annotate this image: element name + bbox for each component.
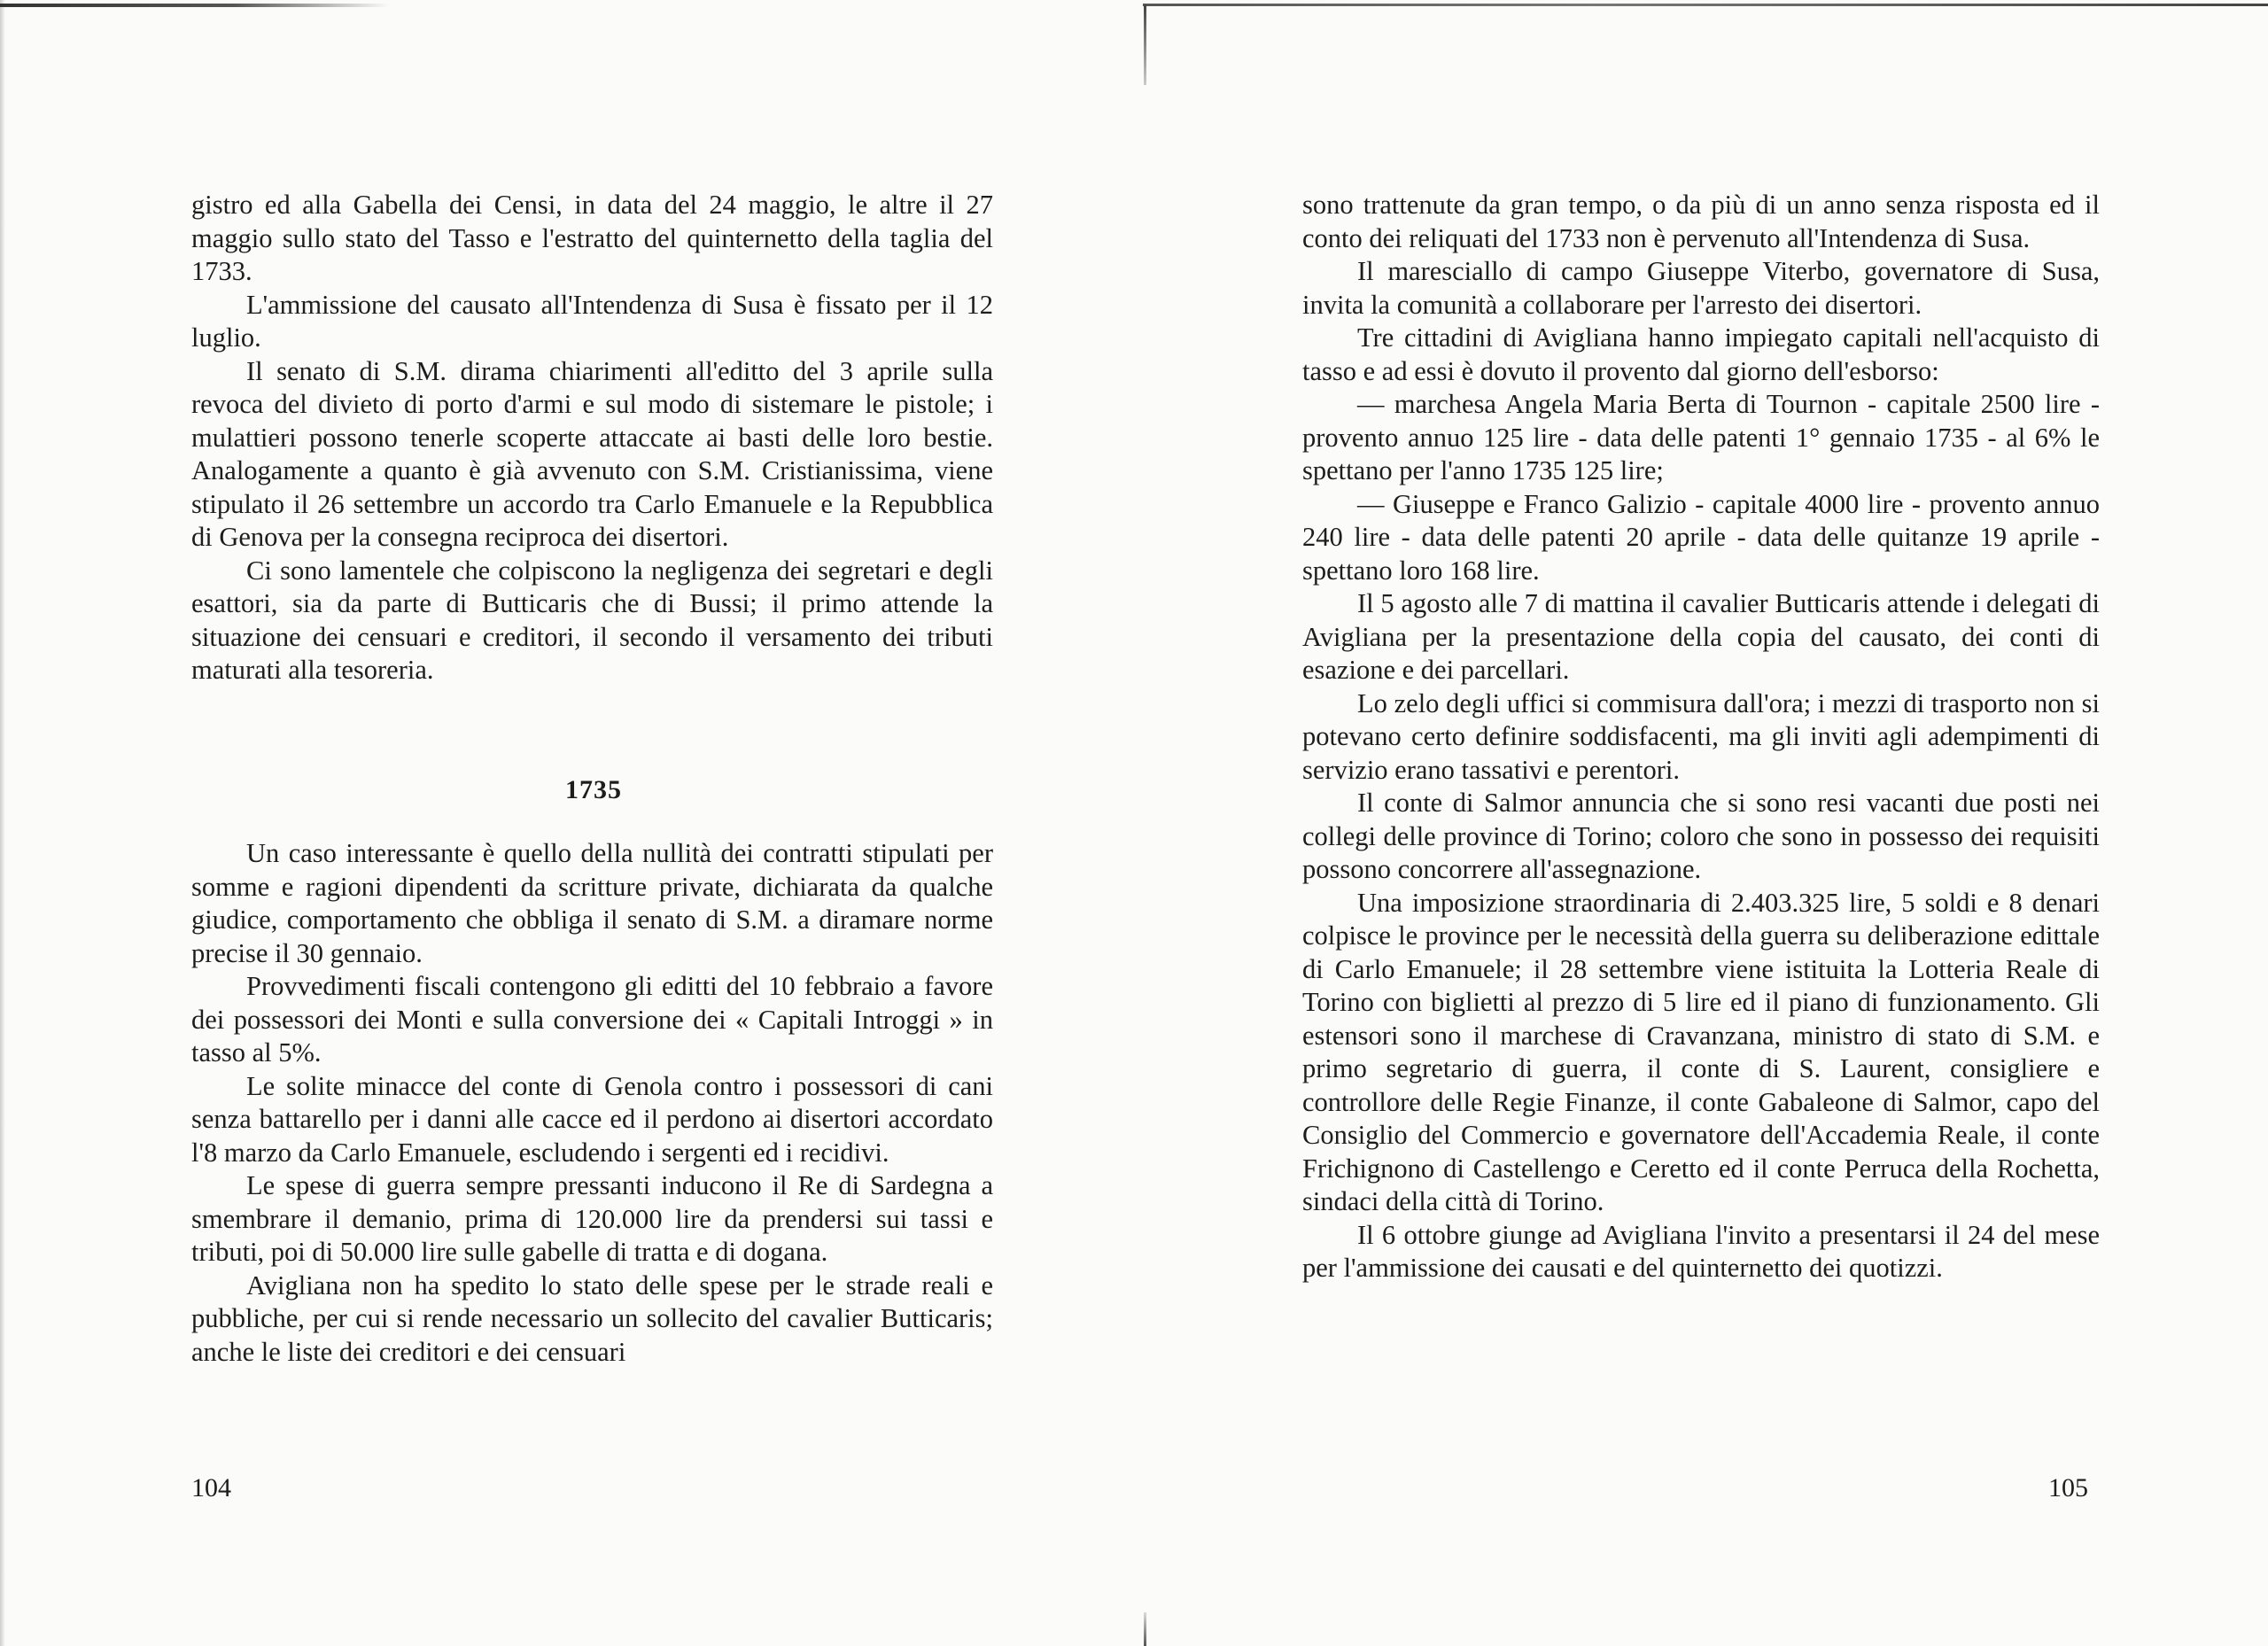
list-item: — Giuseppe e Franco Galizio - capitale 4000 lire - provento annuo 240 lire - data delle patenti 20 aprile - data delle quitanze 19 aprile - spettano loro 168 lire.	[1302, 488, 2100, 586]
left-page-text-bottom	[191, 837, 993, 1369]
paragraph: gistro ed alla Gabella dei Censi, in data del 24 maggio, le altre il 27 maggio sullo stato del Tasso e l'estratto del quinternetto della taglia del 1733.	[191, 190, 993, 286]
paragraph: Un caso interessante è quello della nullità dei contratti stipulati per somme e ragioni dipendenti da scritture private, dichiarata da qualche giudice, comportamento che obbliga il senato di S.M. a diramare norme precise il 30 gennaio.	[191, 838, 993, 968]
paragraph: Provvedimenti fiscali contengono gli editti del 10 febbraio a favore dei possessori dei Monti e sulla conversione dei « Capitali Introggi » in tasso al 5%.	[191, 971, 993, 1068]
paragraph: Le spese di guerra sempre pressanti inducono il Re di Sardegna a smembrare il demanio, prima di 120.000 lire da prendersi sui tassi e tributi, poi di 50.000 lire sulle gabelle di tratta e di dogana.	[191, 1170, 993, 1267]
paragraph: Il conte di Salmor annuncia che si sono resi vacanti due posti nei collegi delle province di Torino; coloro che sono in possesso dei requisiti possono concorrere all'assegnazione.	[1302, 788, 2100, 884]
page-number-left: 104	[191, 1473, 231, 1502]
paragraph: Il maresciallo di campo Giuseppe Viterbo, governatore di Susa, invita la comunità a collaborare per l'arresto dei disertori.	[1302, 256, 2100, 320]
paragraph: Lo zelo degli uffici si commisura dall'ora; i mezzi di trasporto non si potevano certo definire soddisfacenti, ma gli inviti agli adempimenti di servizio erano tassativi e perentori.	[1302, 687, 2100, 785]
paragraph: sono trattenute da gran tempo, o da più di un anno senza risposta ed il conto dei reliquati del 1733 non è pervenuto all'Intendenza di Susa.	[1302, 190, 2100, 253]
paragraph: Ci sono lamentele che colpiscono la negligenza dei segretari e degli esattori, sia da parte di Butticaris che di Bussi; il primo attende la situazione dei censuari e creditori, il secondo il versamento dei tributi maturati alla tesoreria.	[191, 555, 993, 685]
paragraph: Tre cittadini di Avigliana hanno impiegato capitali nell'acquisto di tasso e ad essi è dovuto il provento dal giorno dell'esborso:	[1302, 322, 2100, 386]
page-number-right: 105	[2048, 1473, 2088, 1502]
paragraph: Il senato di S.M. dirama chiarimenti all'editto del 3 aprile sulla revoca del divieto di porto d'armi e sul modo di sistemare le pistole; i mulattieri possono tenerle scoperte attaccate ai basti delle loro bestie. Analogamente a quanto è già avvenuto con S.M. Cristianissima, viene stipulato il 26 settembre un accordo tra Carlo Emanuele e la Repubblica di Genova per la consegna reciproca dei disertori.	[191, 355, 993, 552]
right-page-text	[1302, 189, 2100, 1285]
paragraph: Avigliana non ha spedito lo stato delle spese per le strade reali e pubbliche, per cui si rende necessario un sollecito del cavalier Butticaris; anche le liste dei creditori e dei censuari	[191, 1269, 993, 1367]
paragraph: Le solite minacce del conte di Genola contro i possessori di cani senza battarello per i danni alle cacce ed il perdono ai disertori accordato l'8 marzo da Carlo Emanuele, escludendo i sergenti ed i recidivi.	[191, 1070, 993, 1168]
left-page-text-top	[191, 189, 993, 687]
paragraph: Una imposizione straordinaria di 2.403.325 lire, 5 soldi e 8 denari colpisce le province per le necessità della guerra su deliberazione edittale di Carlo Emanuele; il 28 settembre viene istituita la Lotteria Reale di Torino con biglietti al prezzo di 5 lire ed il piano di funzionamento. Gli estensori sono il marchese di Cravanzana, ministro di stato di S.M. e primo segretario di guerra, il conte di S. Laurent, consigliere e controllore delle Regie Finanze, il conte Gabaleone di Salmor, capo del Consiglio del Commercio e governatore dell'Accademia Reale, il conte Frichignono di Castellengo e Ceretto ed il conte Perruca della Rochetta, sindaci della città di Torino.	[1302, 887, 2100, 1216]
paragraph: Il 6 ottobre giunge ad Avigliana l'invito a presentarsi il 24 del mese per l'ammissione dei causati e del quinternetto dei quotizzi.	[1302, 1219, 2100, 1283]
section-heading-year: 1735	[565, 775, 622, 804]
paragraph: L'ammissione del causato all'Intendenza di Susa è fissato per il 12 luglio.	[191, 289, 993, 353]
paragraph: Il 5 agosto alle 7 di mattina il cavalier Butticaris attende i delegati di Avigliana per la presentazione della copia del causato, dei conti di esazione e dei parcellari.	[1302, 588, 2100, 685]
list-item: — marchesa Angela Maria Berta di Tournon - capitale 2500 lire - provento annuo 125 lire - data delle patenti 1° gennaio 1735 - al 6% le spettano per l'anno 1735 125 lire;	[1302, 389, 2100, 485]
